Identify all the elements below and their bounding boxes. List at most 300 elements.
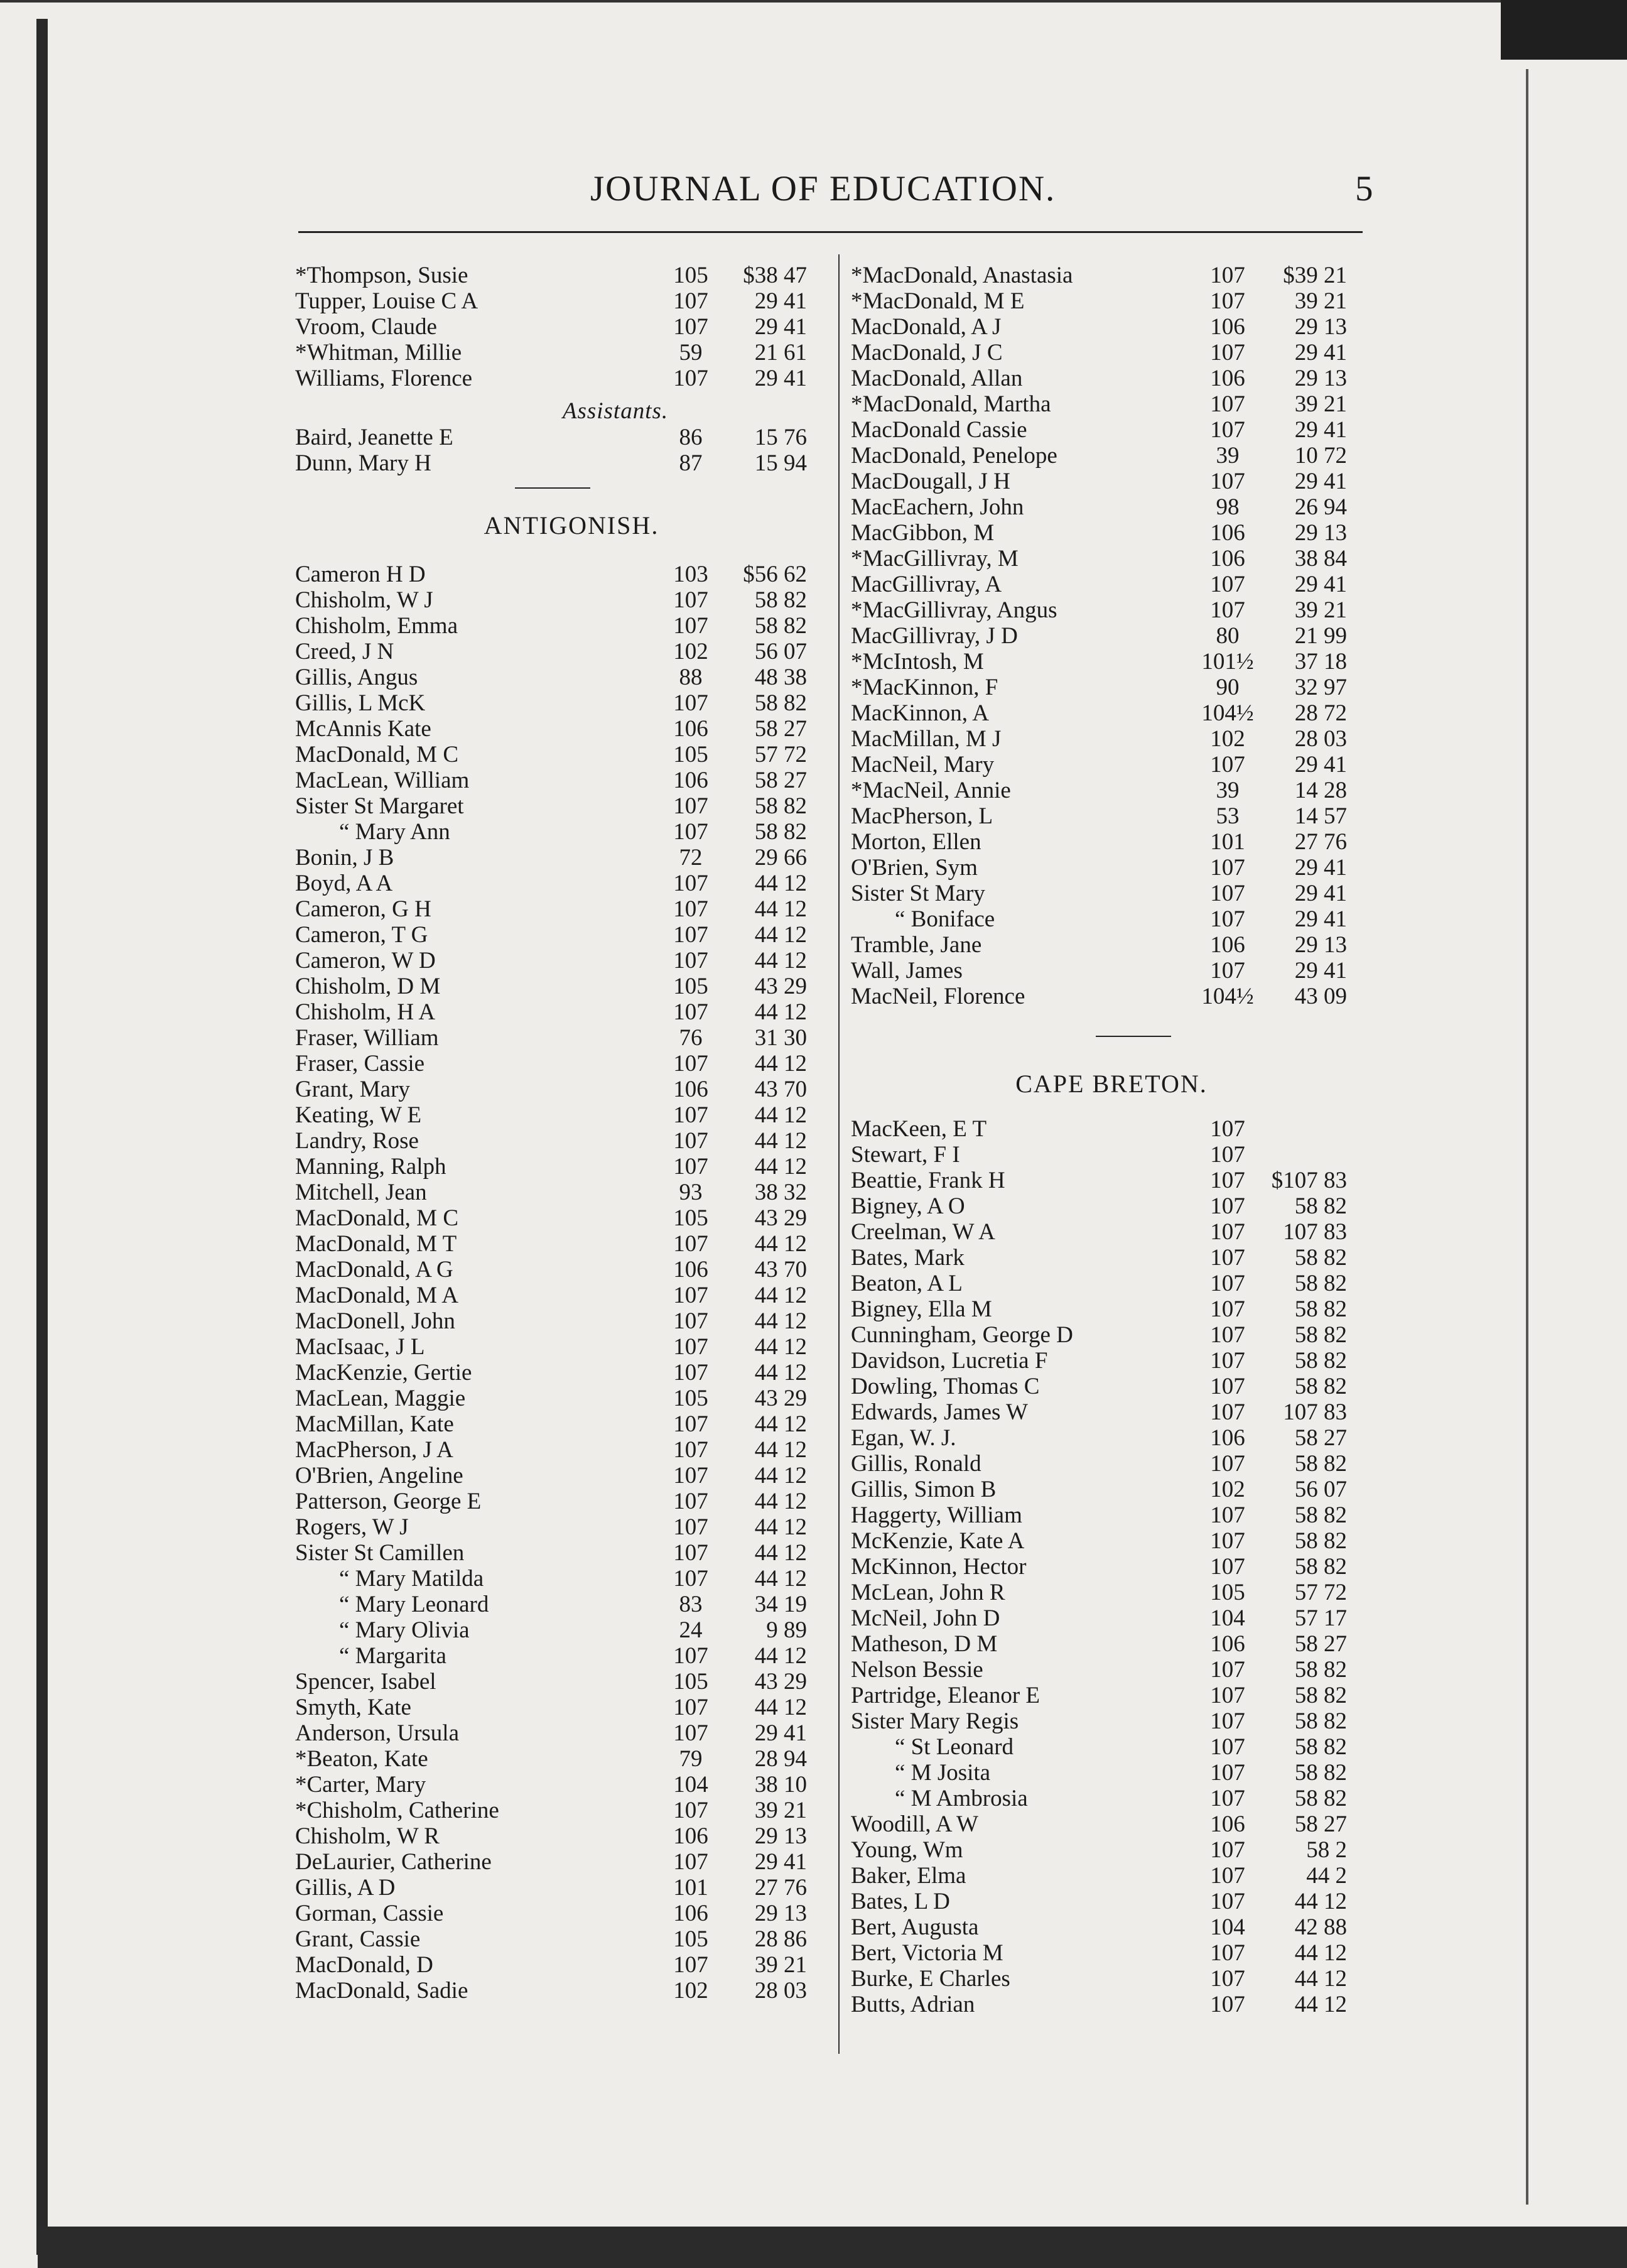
days-taught: 107 (1210, 1193, 1245, 1219)
days-taught: 88 (679, 665, 703, 690)
spacer (289, 476, 829, 487)
teacher-name: Cameron, G H (295, 896, 431, 922)
table-row (289, 1154, 829, 1180)
page-number: 5 (1355, 169, 1373, 209)
teacher-name: MacLean, William (295, 768, 470, 793)
days-taught: 105 (673, 974, 708, 999)
teacher-name: “ Boniface (895, 906, 995, 932)
table-row (289, 974, 829, 999)
teacher-name: *Carter, Mary (295, 1772, 426, 1798)
grant-amount: 29 41 (754, 314, 807, 340)
table-row (845, 1863, 1378, 1889)
teacher-name: Chisholm, Emma (295, 613, 458, 639)
days-taught: 107 (1210, 1940, 1245, 1966)
table-row (845, 1734, 1378, 1760)
teacher-name: MacDonald, M C (295, 1205, 458, 1231)
teacher-name: Cameron, T G (295, 922, 428, 948)
grant-amount: 28 86 (754, 1926, 807, 1952)
teacher-name: Young, Wm (851, 1837, 963, 1863)
days-taught: 103 (673, 562, 708, 587)
days-taught: 107 (673, 1952, 708, 1978)
teacher-name: MacGillivray, A (851, 572, 1002, 597)
teacher-name: MacPherson, J A (295, 1437, 453, 1463)
teacher-name: *MacDonald, Martha (851, 391, 1051, 417)
table-row (289, 1978, 829, 2004)
teacher-name: Bert, Victoria M (851, 1940, 1003, 1966)
grant-amount: 44 12 (754, 871, 807, 896)
days-taught: 104 (673, 1772, 708, 1798)
table-row (845, 1425, 1378, 1451)
table-row (289, 1308, 829, 1334)
table-row (845, 1811, 1378, 1837)
teacher-name: McLean, John R (851, 1580, 1005, 1605)
table-row (289, 1566, 829, 1592)
table-row (845, 1631, 1378, 1657)
grant-amount: 29 41 (754, 366, 807, 391)
teacher-name: MacDonald, J C (851, 340, 1003, 366)
teacher-name: Chisholm, W J (295, 587, 433, 613)
grant-amount: 9 89 (766, 1617, 807, 1643)
days-taught: 106 (1210, 1425, 1245, 1451)
teacher-name: McKinnon, Hector (851, 1554, 1027, 1580)
days-taught: 107 (1210, 288, 1245, 314)
table-row (845, 1399, 1378, 1425)
table-row (289, 1952, 829, 1978)
table-row (845, 1271, 1378, 1296)
days-taught: 39 (1216, 778, 1240, 803)
teacher-name: *McIntosh, M (851, 649, 984, 675)
teacher-name: McKenzie, Kate A (851, 1528, 1025, 1554)
days-taught: 107 (673, 1308, 708, 1334)
table-row (289, 948, 829, 974)
teacher-name: Morton, Ellen (851, 829, 981, 855)
table-row (845, 546, 1378, 572)
table-row (845, 906, 1378, 932)
grant-amount: 58 27 (1294, 1631, 1347, 1657)
teacher-name: Creelman, W A (851, 1219, 995, 1245)
grant-amount: 44 12 (754, 1154, 807, 1180)
teacher-name: Gillis, L McK (295, 690, 426, 716)
grant-amount: 58 82 (1294, 1296, 1347, 1322)
table-row (289, 1772, 829, 1798)
teacher-name: MacGillivray, J D (851, 623, 1018, 649)
days-taught: 107 (1210, 1116, 1245, 1142)
table-row (845, 597, 1378, 623)
days-taught: 104½ (1201, 700, 1254, 726)
days-taught: 107 (673, 314, 708, 340)
teacher-name: MacDonald, M C (295, 742, 458, 768)
grant-amount: 44 2 (1306, 1863, 1347, 1889)
teacher-name: Rogers, W J (295, 1514, 409, 1540)
grant-amount: 58 82 (754, 690, 807, 716)
days-taught: 101 (673, 1875, 708, 1901)
teacher-name: Butts, Adrian (851, 1992, 975, 2017)
teacher-name: Bigney, Ella M (851, 1296, 992, 1322)
grant-amount: 38 10 (754, 1772, 807, 1798)
table-row (289, 690, 829, 716)
teacher-name: “ Mary Ann (339, 819, 450, 845)
table-row (289, 768, 829, 793)
days-taught: 87 (679, 450, 703, 476)
teacher-name: Davidson, Lucretia F (851, 1348, 1048, 1374)
days-taught: 107 (1210, 391, 1245, 417)
teacher-name: MacDonald, Sadie (295, 1978, 468, 2004)
assistants-heading: Assistants. (562, 398, 669, 424)
grant-amount: 58 82 (754, 793, 807, 819)
grant-amount: 44 12 (754, 1308, 807, 1334)
days-taught: 107 (1210, 1502, 1245, 1528)
teacher-name: Sister St Camillen (295, 1540, 465, 1566)
grant-amount: 29 41 (1294, 855, 1347, 881)
table-row (289, 587, 829, 613)
grant-amount: 43 29 (754, 1386, 807, 1411)
teacher-name: MacKeen, E T (851, 1116, 987, 1142)
days-taught: 107 (673, 896, 708, 922)
table-row (845, 958, 1378, 984)
teacher-name: Chisholm, H A (295, 999, 436, 1025)
table-row (845, 1116, 1378, 1142)
days-taught: 107 (1210, 1992, 1245, 2017)
grant-amount: 44 12 (754, 1540, 807, 1566)
table-row (845, 1451, 1378, 1477)
teacher-name: Creed, J N (295, 639, 394, 665)
days-taught: 107 (1210, 1271, 1245, 1296)
teacher-name: Wall, James (851, 958, 963, 984)
teacher-name: Edwards, James W (851, 1399, 1028, 1425)
teacher-name: Chisholm, W R (295, 1823, 440, 1849)
table-row (289, 263, 829, 288)
teacher-name: *MacDonald, Anastasia (851, 263, 1073, 288)
days-taught: 107 (673, 587, 708, 613)
days-taught: 107 (673, 1849, 708, 1875)
spacer (845, 1009, 1378, 1036)
teacher-name: Baker, Elma (851, 1863, 966, 1889)
grant-amount: 15 94 (754, 450, 807, 476)
teacher-name: Bert, Augusta (851, 1914, 979, 1940)
grant-amount: 58 27 (1294, 1425, 1347, 1451)
left-column (289, 263, 829, 2004)
days-taught: 107 (1210, 1760, 1245, 1786)
days-taught: 107 (1210, 1168, 1245, 1193)
grant-amount: 29 41 (1294, 906, 1347, 932)
teacher-name: MacDonald, M A (295, 1283, 458, 1308)
grant-amount: 29 41 (1294, 752, 1347, 778)
days-taught: 86 (679, 425, 703, 450)
days-taught: 104½ (1201, 984, 1254, 1009)
scan-edge-corner (1501, 0, 1627, 60)
scan-edge-bottom (38, 2227, 1627, 2268)
grant-amount: 58 82 (1294, 1734, 1347, 1760)
table-row (845, 1296, 1378, 1322)
teacher-name: Egan, W. J. (851, 1425, 956, 1451)
grant-amount: 31 30 (754, 1025, 807, 1051)
grant-amount: 58 82 (754, 587, 807, 613)
days-taught: 107 (1210, 1374, 1245, 1399)
grant-amount: 38 32 (754, 1180, 807, 1205)
grant-amount: 26 94 (1294, 494, 1347, 520)
grant-amount: 58 82 (1294, 1374, 1347, 1399)
days-taught: 107 (1210, 1683, 1245, 1708)
grant-amount: 29 41 (1294, 469, 1347, 494)
grant-amount: 29 66 (754, 845, 807, 871)
days-taught: 107 (673, 871, 708, 896)
grant-amount: 56 07 (1294, 1477, 1347, 1502)
teacher-name: MacDonald, A G (295, 1257, 453, 1283)
teacher-name: “ Mary Matilda (339, 1566, 484, 1592)
table-row (289, 1489, 829, 1514)
teacher-name: Woodill, A W (851, 1811, 978, 1837)
days-taught: 107 (673, 1283, 708, 1308)
table-row (289, 999, 829, 1025)
table-row (845, 1837, 1378, 1863)
days-taught: 83 (679, 1592, 703, 1617)
grant-amount: 32 97 (1294, 675, 1347, 700)
days-taught: 107 (673, 1154, 708, 1180)
teacher-name: *MacDonald, M E (851, 288, 1025, 314)
grant-amount: 29 13 (754, 1823, 807, 1849)
days-taught: 107 (1210, 1786, 1245, 1811)
days-taught: 107 (673, 1334, 708, 1360)
teacher-name: Spencer, Isabel (295, 1669, 436, 1695)
grant-amount: 58 2 (1306, 1837, 1347, 1863)
grant-amount: 56 07 (754, 639, 807, 665)
grant-amount: 14 57 (1294, 803, 1347, 829)
table-row (845, 494, 1378, 520)
teacher-name: MacGibbon, M (851, 520, 995, 546)
teacher-name: Sister St Mary (851, 881, 985, 906)
days-taught: 93 (679, 1180, 703, 1205)
grant-amount: 39 21 (754, 1952, 807, 1978)
days-taught: 104 (1210, 1605, 1245, 1631)
cape-breton-list (845, 1116, 1378, 2017)
table-row (845, 726, 1378, 752)
days-taught: 106 (1210, 546, 1245, 572)
days-taught: 107 (1210, 1889, 1245, 1914)
table-row (289, 1205, 829, 1231)
days-taught: 107 (1210, 1348, 1245, 1374)
days-taught: 107 (1210, 752, 1245, 778)
teacher-name: Dunn, Mary H (295, 450, 431, 476)
table-row (289, 1592, 829, 1617)
table-row (289, 314, 829, 340)
days-taught: 24 (679, 1617, 703, 1643)
table-row (845, 1348, 1378, 1374)
teacher-name: MacLean, Maggie (295, 1386, 466, 1411)
grant-amount: 58 82 (754, 613, 807, 639)
days-taught: 107 (1210, 1966, 1245, 1992)
days-taught: 107 (673, 1463, 708, 1489)
table-row (289, 1798, 829, 1823)
table-row (289, 845, 829, 871)
grant-amount: 28 03 (1294, 726, 1347, 752)
grant-amount: 44 12 (754, 1360, 807, 1386)
days-taught: 107 (673, 366, 708, 391)
table-row (845, 984, 1378, 1009)
table-row (289, 288, 829, 314)
grant-amount: 43 70 (754, 1077, 807, 1102)
days-taught: 39 (1216, 443, 1240, 469)
days-taught: 107 (1210, 1142, 1245, 1168)
table-row (845, 520, 1378, 546)
days-taught: 105 (673, 1926, 708, 1952)
grant-amount: 107 83 (1283, 1399, 1347, 1425)
teacher-name: Tupper, Louise C A (295, 288, 478, 314)
teacher-name: *Whitman, Millie (295, 340, 462, 366)
grant-amount: 44 12 (754, 1411, 807, 1437)
table-row (845, 1142, 1378, 1168)
grant-amount: 44 12 (754, 1695, 807, 1720)
grant-amount: 58 82 (1294, 1528, 1347, 1554)
teacher-name: Boyd, A A (295, 871, 393, 896)
table-row (845, 1708, 1378, 1734)
teacher-name: MacMillan, M J (851, 726, 1002, 752)
days-taught: 106 (1210, 1631, 1245, 1657)
grant-amount: 58 82 (754, 819, 807, 845)
grant-amount: 10 72 (1294, 443, 1347, 469)
teacher-name: “ Mary Olivia (339, 1617, 470, 1643)
teacher-name: Gillis, Simon B (851, 1477, 997, 1502)
table-row (845, 855, 1378, 881)
days-taught: 107 (1210, 1451, 1245, 1477)
teacher-name: Gillis, Ronald (851, 1451, 981, 1477)
teacher-name: O'Brien, Sym (851, 855, 978, 881)
grant-amount: 21 99 (1294, 623, 1347, 649)
days-taught: 107 (673, 613, 708, 639)
table-row (845, 1554, 1378, 1580)
table-row (289, 1695, 829, 1720)
days-taught: 106 (673, 716, 708, 742)
days-taught: 105 (673, 263, 708, 288)
days-taught: 106 (673, 1823, 708, 1849)
grant-amount: 44 12 (754, 896, 807, 922)
grant-amount: 44 12 (1294, 1940, 1347, 1966)
table-row (289, 922, 829, 948)
teacher-name: Stewart, F I (851, 1142, 960, 1168)
table-row (845, 1322, 1378, 1348)
grant-amount: 29 13 (1294, 932, 1347, 958)
days-taught: 107 (673, 1128, 708, 1154)
teacher-name: MacEachern, John (851, 494, 1024, 520)
grant-amount: 44 12 (754, 1102, 807, 1128)
grant-amount: 44 12 (754, 1566, 807, 1592)
grant-amount: 44 12 (1294, 1992, 1347, 2017)
grant-amount: 44 12 (754, 1231, 807, 1257)
table-row (289, 665, 829, 690)
table-row (845, 1940, 1378, 1966)
grant-amount: 58 82 (1294, 1760, 1347, 1786)
teacher-name: Bonin, J B (295, 845, 394, 871)
spacer (289, 541, 829, 562)
days-taught: 106 (1210, 520, 1245, 546)
teacher-name: DeLaurier, Catherine (295, 1849, 492, 1875)
grant-amount: $56 62 (743, 562, 807, 587)
table-row (289, 1051, 829, 1077)
teacher-name: Gillis, Angus (295, 665, 418, 690)
column-divider (838, 254, 840, 2054)
grant-amount: 44 12 (754, 1283, 807, 1308)
days-taught: 106 (673, 1901, 708, 1926)
table-row (289, 1077, 829, 1102)
grant-amount: 39 21 (1294, 391, 1347, 417)
teacher-name: Landry, Rose (295, 1128, 419, 1154)
days-taught: 90 (1216, 675, 1240, 700)
spacer (845, 1100, 1378, 1116)
table-row (845, 1528, 1378, 1554)
days-taught: 106 (673, 1257, 708, 1283)
teacher-name: MacNeil, Florence (851, 984, 1025, 1009)
table-row (289, 450, 829, 476)
teacher-name: McAnnis Kate (295, 716, 431, 742)
days-taught: 107 (673, 1051, 708, 1077)
days-taught: 107 (1210, 263, 1245, 288)
grant-amount: 58 82 (1294, 1193, 1347, 1219)
spacer (845, 1037, 1378, 1068)
table-row (845, 1657, 1378, 1683)
table-row (289, 1025, 829, 1051)
table-row (289, 1463, 829, 1489)
table-row (845, 1992, 1378, 2017)
teacher-name: Fraser, William (295, 1025, 439, 1051)
table-row (845, 1168, 1378, 1193)
days-taught: 107 (1210, 1657, 1245, 1683)
antigonish-list (289, 562, 829, 2004)
teacher-name: Mitchell, Jean (295, 1180, 427, 1205)
table-row (845, 649, 1378, 675)
table-row (845, 1580, 1378, 1605)
teacher-name: “ M Ambrosia (895, 1786, 1028, 1811)
teacher-name: MacKenzie, Gertie (295, 1360, 472, 1386)
grant-amount: 29 41 (754, 288, 807, 314)
grant-amount: $107 83 (1271, 1168, 1347, 1193)
grant-amount: 29 13 (1294, 314, 1347, 340)
table-row (845, 1966, 1378, 1992)
teacher-name: Tramble, Jane (851, 932, 982, 958)
days-taught: 107 (1210, 1219, 1245, 1245)
table-row (289, 793, 829, 819)
table-row (289, 340, 829, 366)
table-row (845, 443, 1378, 469)
days-taught: 102 (1210, 726, 1245, 752)
days-taught: 107 (1210, 1837, 1245, 1863)
grant-amount: 44 12 (754, 1051, 807, 1077)
table-row (289, 1643, 829, 1669)
days-taught: 105 (673, 1205, 708, 1231)
grant-amount: 43 70 (754, 1257, 807, 1283)
grant-amount: 29 41 (1294, 572, 1347, 597)
grant-amount: 58 82 (1294, 1271, 1347, 1296)
days-taught: 53 (1216, 803, 1240, 829)
teacher-name: *Chisholm, Catherine (295, 1798, 499, 1823)
table-row (845, 391, 1378, 417)
days-taught: 101½ (1201, 649, 1254, 675)
table-row (289, 1231, 829, 1257)
right-top-list (845, 263, 1378, 1009)
days-taught: 107 (673, 999, 708, 1025)
table-row (845, 1889, 1378, 1914)
days-taught: 107 (1210, 958, 1245, 984)
grant-amount: 58 82 (1294, 1245, 1347, 1271)
grant-amount: 38 84 (1294, 546, 1347, 572)
teacher-name: MacPherson, L (851, 803, 993, 829)
grant-amount: 44 12 (754, 1437, 807, 1463)
grant-amount: 14 28 (1294, 778, 1347, 803)
days-taught: 107 (673, 922, 708, 948)
grant-amount: 58 82 (1294, 1708, 1347, 1734)
days-taught: 107 (1210, 1528, 1245, 1554)
days-taught: 59 (679, 340, 703, 366)
days-taught: 107 (673, 1540, 708, 1566)
cape-breton-heading: CAPE BRETON. (1015, 1070, 1208, 1098)
